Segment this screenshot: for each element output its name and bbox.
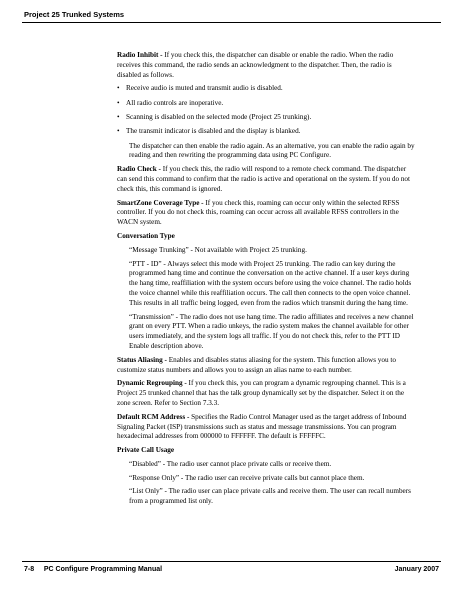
- bullet-icon: •: [117, 84, 120, 93]
- smartzone-paragraph: [117, 199, 417, 228]
- bullet-text: All radio controls are inoperative.: [126, 98, 224, 107]
- radio-check-text: If you check this, the radio will respond to a remote check command. The dispatcher can send this command to confirm that the radio is active and operational on the system. If you do not check this, this command is ignored.: [117, 165, 411, 193]
- status-aliasing-text: Enables and disables status aliasing for the system. This function allows you to customize status numbers and allows you to assign an alias name to each number.: [117, 355, 396, 374]
- default-rcm-text: Specifies the Radio Control Manager used as the target address of Inbound Signaling Packet (ISP) transmissions such as status and message transmissions. You can program hexadecimal addresses from 000000 to FFFFFF. The default is FFFFFC.: [117, 412, 407, 441]
- bullet-item: [117, 113, 417, 123]
- conversation-type-item: “Message Trunking” - Not available with Project 25 trunking.: [129, 245, 307, 254]
- radio-inhibit-text: If you check this, the dispatcher can disable or enable the radio. When the radio receives this command, the radio sends an acknowledgment to the dispatcher. Then, the radio is disabled as follows.: [117, 51, 394, 79]
- bullet-text: Receive audio is muted and transmit audio is disabled.: [126, 84, 283, 93]
- radio-inhibit-term: Radio Inhibit -: [117, 51, 163, 59]
- smartzone-text: If you check this, roaming can occur only within the selected RFSS controller. If you do not check this, roaming can occur across all available RFSS controllers in the WACN system.: [117, 198, 400, 227]
- page-body: [117, 51, 417, 511]
- radio-inhibit-paragraph: [117, 51, 417, 80]
- private-call-item: “List Only” - The radio user can place private calls and receive them. The user can recall numbers from a programmed list only.: [129, 487, 411, 506]
- conversation-type-heading: Conversation Type: [117, 231, 175, 240]
- dynamic-regrouping-paragraph: [117, 379, 417, 408]
- bullet-icon: •: [117, 98, 120, 107]
- private-call-item: “Disabled” - The radio user cannot place private calls or receive them.: [129, 459, 332, 468]
- bullet-icon: •: [117, 127, 120, 136]
- radio-inhibit-note: The dispatcher can then enable the radio again. As an alternative, you can enable the radio again by reading and then rewriting the programming data using PC Configure.: [129, 141, 415, 160]
- status-aliasing-term: Status Aliasing -: [117, 355, 167, 364]
- bullet-icon: •: [117, 112, 120, 121]
- private-call-heading: Private Call Usage: [117, 446, 175, 455]
- footer-page-and-title: 7-8 PC Configure Programming Manual: [24, 566, 163, 573]
- conversation-type-item: “Transmission” - The radio does not use hang time. The radio affiliates and receives a new channel grant on every PTT. When a radio unkeys, the radio system makes the channel available for other users immediately, and the system logs all traffic. If you do not check this, refer to the PTT ID Enable description above.: [129, 312, 414, 350]
- radio-check-paragraph: [117, 165, 417, 194]
- private-call-item: “Response Only” - The radio user can receive private calls but cannot place them.: [129, 473, 365, 482]
- conversation-type-item: “PTT - ID” - Always select this mode with Project 25 trunking. The radio can key during the programmed hang time and continue the conversation on the active channel. If a user keys during the hang time, reaffiliation with the system occurs before using the voice channel. The radio holds the voice channel while this reaffiliation occurs. The call then connects to the open voice channel. This results in all traffic being logged, even from the radios which transmit during the hang time.: [129, 259, 412, 307]
- smartzone-term: SmartZone Coverage Type -: [117, 198, 204, 207]
- default-rcm-paragraph: [117, 413, 417, 442]
- footer-rule: [22, 561, 441, 562]
- dynamic-regrouping-text: If you check this, you can program a dynamic regrouping channel. This is a Project 25 trunked channel that has the talk group dynamically set by the dispatcher. Select it on the zone screen. Refer to Section 7.3.3.: [117, 379, 406, 407]
- bullet-item: [117, 127, 417, 137]
- header-rule: [22, 22, 441, 23]
- footer-date: January 2007: [394, 566, 439, 573]
- bullet-text: The transmit indicator is disabled and the display is blanked.: [126, 127, 301, 136]
- bullet-item: [117, 84, 417, 94]
- radio-check-term: Radio Check -: [117, 165, 161, 174]
- running-header: Project 25 Trunked Systems: [24, 10, 125, 19]
- bullet-item: [117, 99, 417, 109]
- default-rcm-term: Default RCM Address -: [117, 412, 190, 421]
- dynamic-regrouping-term: Dynamic Regrouping -: [117, 379, 187, 388]
- bullet-text: Scanning is disabled on the selected mode (Project 25 trunking).: [126, 112, 312, 121]
- status-aliasing-paragraph: [117, 356, 417, 376]
